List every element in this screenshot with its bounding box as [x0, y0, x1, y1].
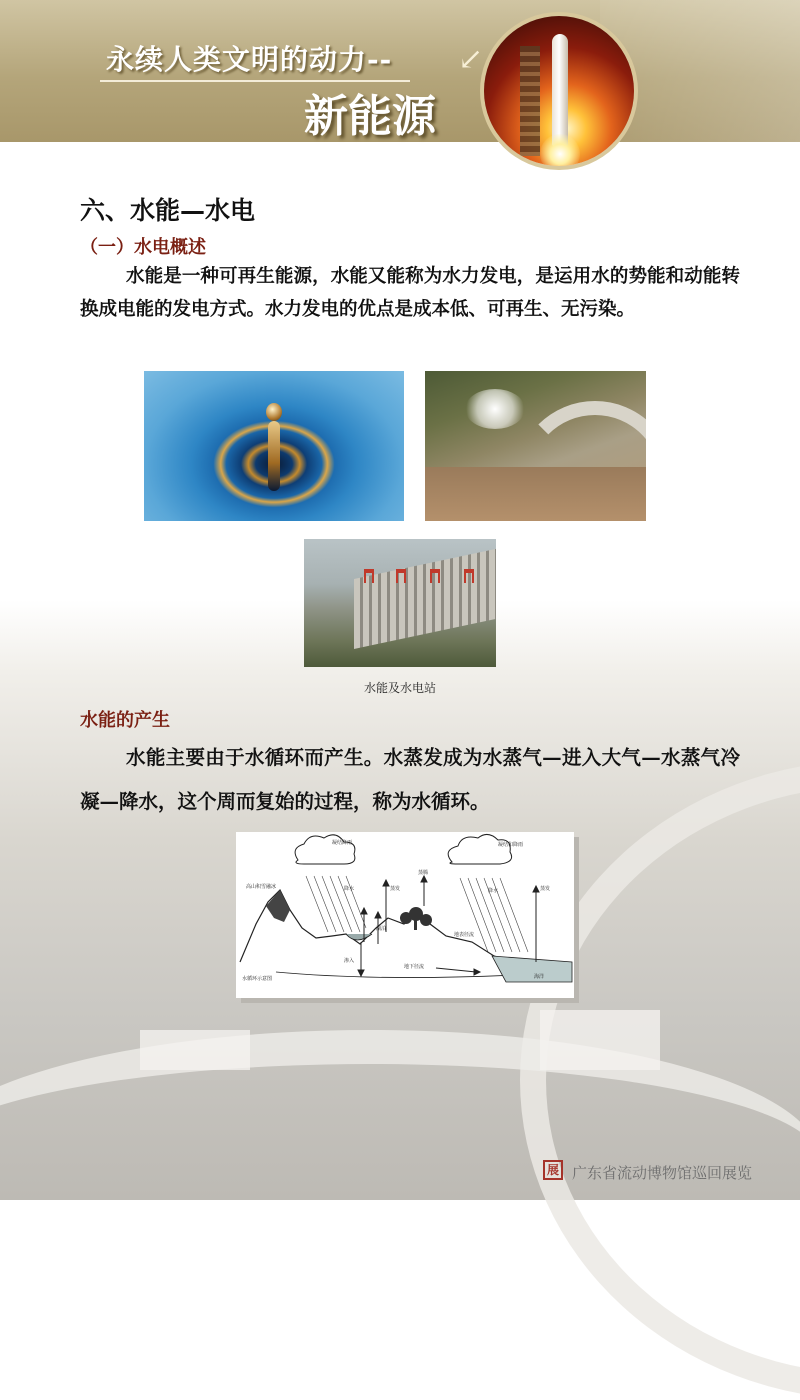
hydropower-station-photo — [304, 539, 496, 667]
launch-tower — [520, 46, 540, 156]
label-rain-left: 降水 — [344, 886, 355, 892]
water-cycle-drawing — [236, 832, 574, 998]
gantry-crane — [464, 569, 474, 583]
swoosh-arrow-icon: ↙ — [458, 42, 484, 77]
label-lake: 湖泊 — [376, 926, 387, 932]
dam-aerial-photo — [425, 371, 646, 521]
gantry-crane — [364, 569, 374, 583]
rain-left-streaks — [306, 876, 366, 932]
rocket-icon — [552, 34, 568, 146]
label-cloud-right: 凝结和降雨 — [498, 842, 524, 848]
label-transpiration: 蒸腾 — [418, 870, 429, 876]
label-evaporation-2: 蒸发 — [540, 886, 551, 892]
trees-icon — [400, 907, 432, 930]
label-groundwater: 地下径流 — [404, 964, 425, 970]
header-banner — [0, 0, 800, 142]
sea-water — [492, 956, 572, 982]
background-dam-wall — [0, 1030, 800, 1290]
background-building — [140, 1030, 250, 1070]
groundwater-line — [276, 972, 536, 978]
section-subheading: （一）水电概述 — [80, 237, 206, 258]
overview-paragraph: 水能是一种可再生能源，水能又能称为水力发电，是运用水的势能和动能转换成电能的发电方式。水力发电的优点是成本低、可再生、无污染。 — [80, 266, 740, 320]
dam-arc-wall — [515, 401, 646, 521]
water-cycle-diagram — [236, 832, 574, 998]
banner-title: 永续人类文明的动力-- — [106, 43, 393, 76]
cloud-right-icon — [448, 834, 511, 864]
water-drop-photo — [144, 371, 404, 521]
mountain-fill — [266, 890, 290, 922]
generation-heading: 水能的产生 — [80, 710, 170, 731]
label-diagram-title: 水循环示意图 — [242, 976, 273, 982]
generation-paragraph: 水能主要由于水循环而产生。水蒸发成为水蒸气—进入大气—水蒸气冷凝—降水，这个周而复始的过程，称为水循环。 — [80, 746, 740, 813]
section-heading: 六、水能—水电 — [80, 196, 256, 225]
background-building — [540, 1010, 660, 1070]
label-evaporation-1: 蒸发 — [390, 886, 401, 892]
label-surface-runoff: 地表径流 — [454, 932, 475, 938]
footer-organization: 广东省流动博物馆巡回展览 — [572, 1164, 753, 1182]
label-infiltration: 渗入 — [344, 958, 355, 964]
label-cloud-left: 凝结降雨 — [332, 840, 353, 846]
water-droplet — [266, 403, 282, 421]
label-snow-melt: 高山积雪融冰 — [246, 884, 277, 890]
banner-subtitle: 新能源 — [304, 91, 436, 142]
exhibition-seal-icon: 展 — [543, 1160, 563, 1180]
gantry-crane — [396, 569, 406, 583]
rocket-launch-image — [484, 16, 634, 166]
spillway-spray — [465, 389, 525, 429]
water-splash-column — [268, 421, 280, 491]
rocket-flame — [540, 134, 580, 166]
lake-shape — [346, 934, 372, 940]
dam-wall — [354, 549, 496, 649]
label-sea: 海洋 — [534, 974, 545, 980]
gantry-crane — [430, 569, 440, 583]
photo-caption: 水能及水电站 — [363, 681, 436, 695]
label-rain-right: 降水 — [488, 888, 499, 894]
